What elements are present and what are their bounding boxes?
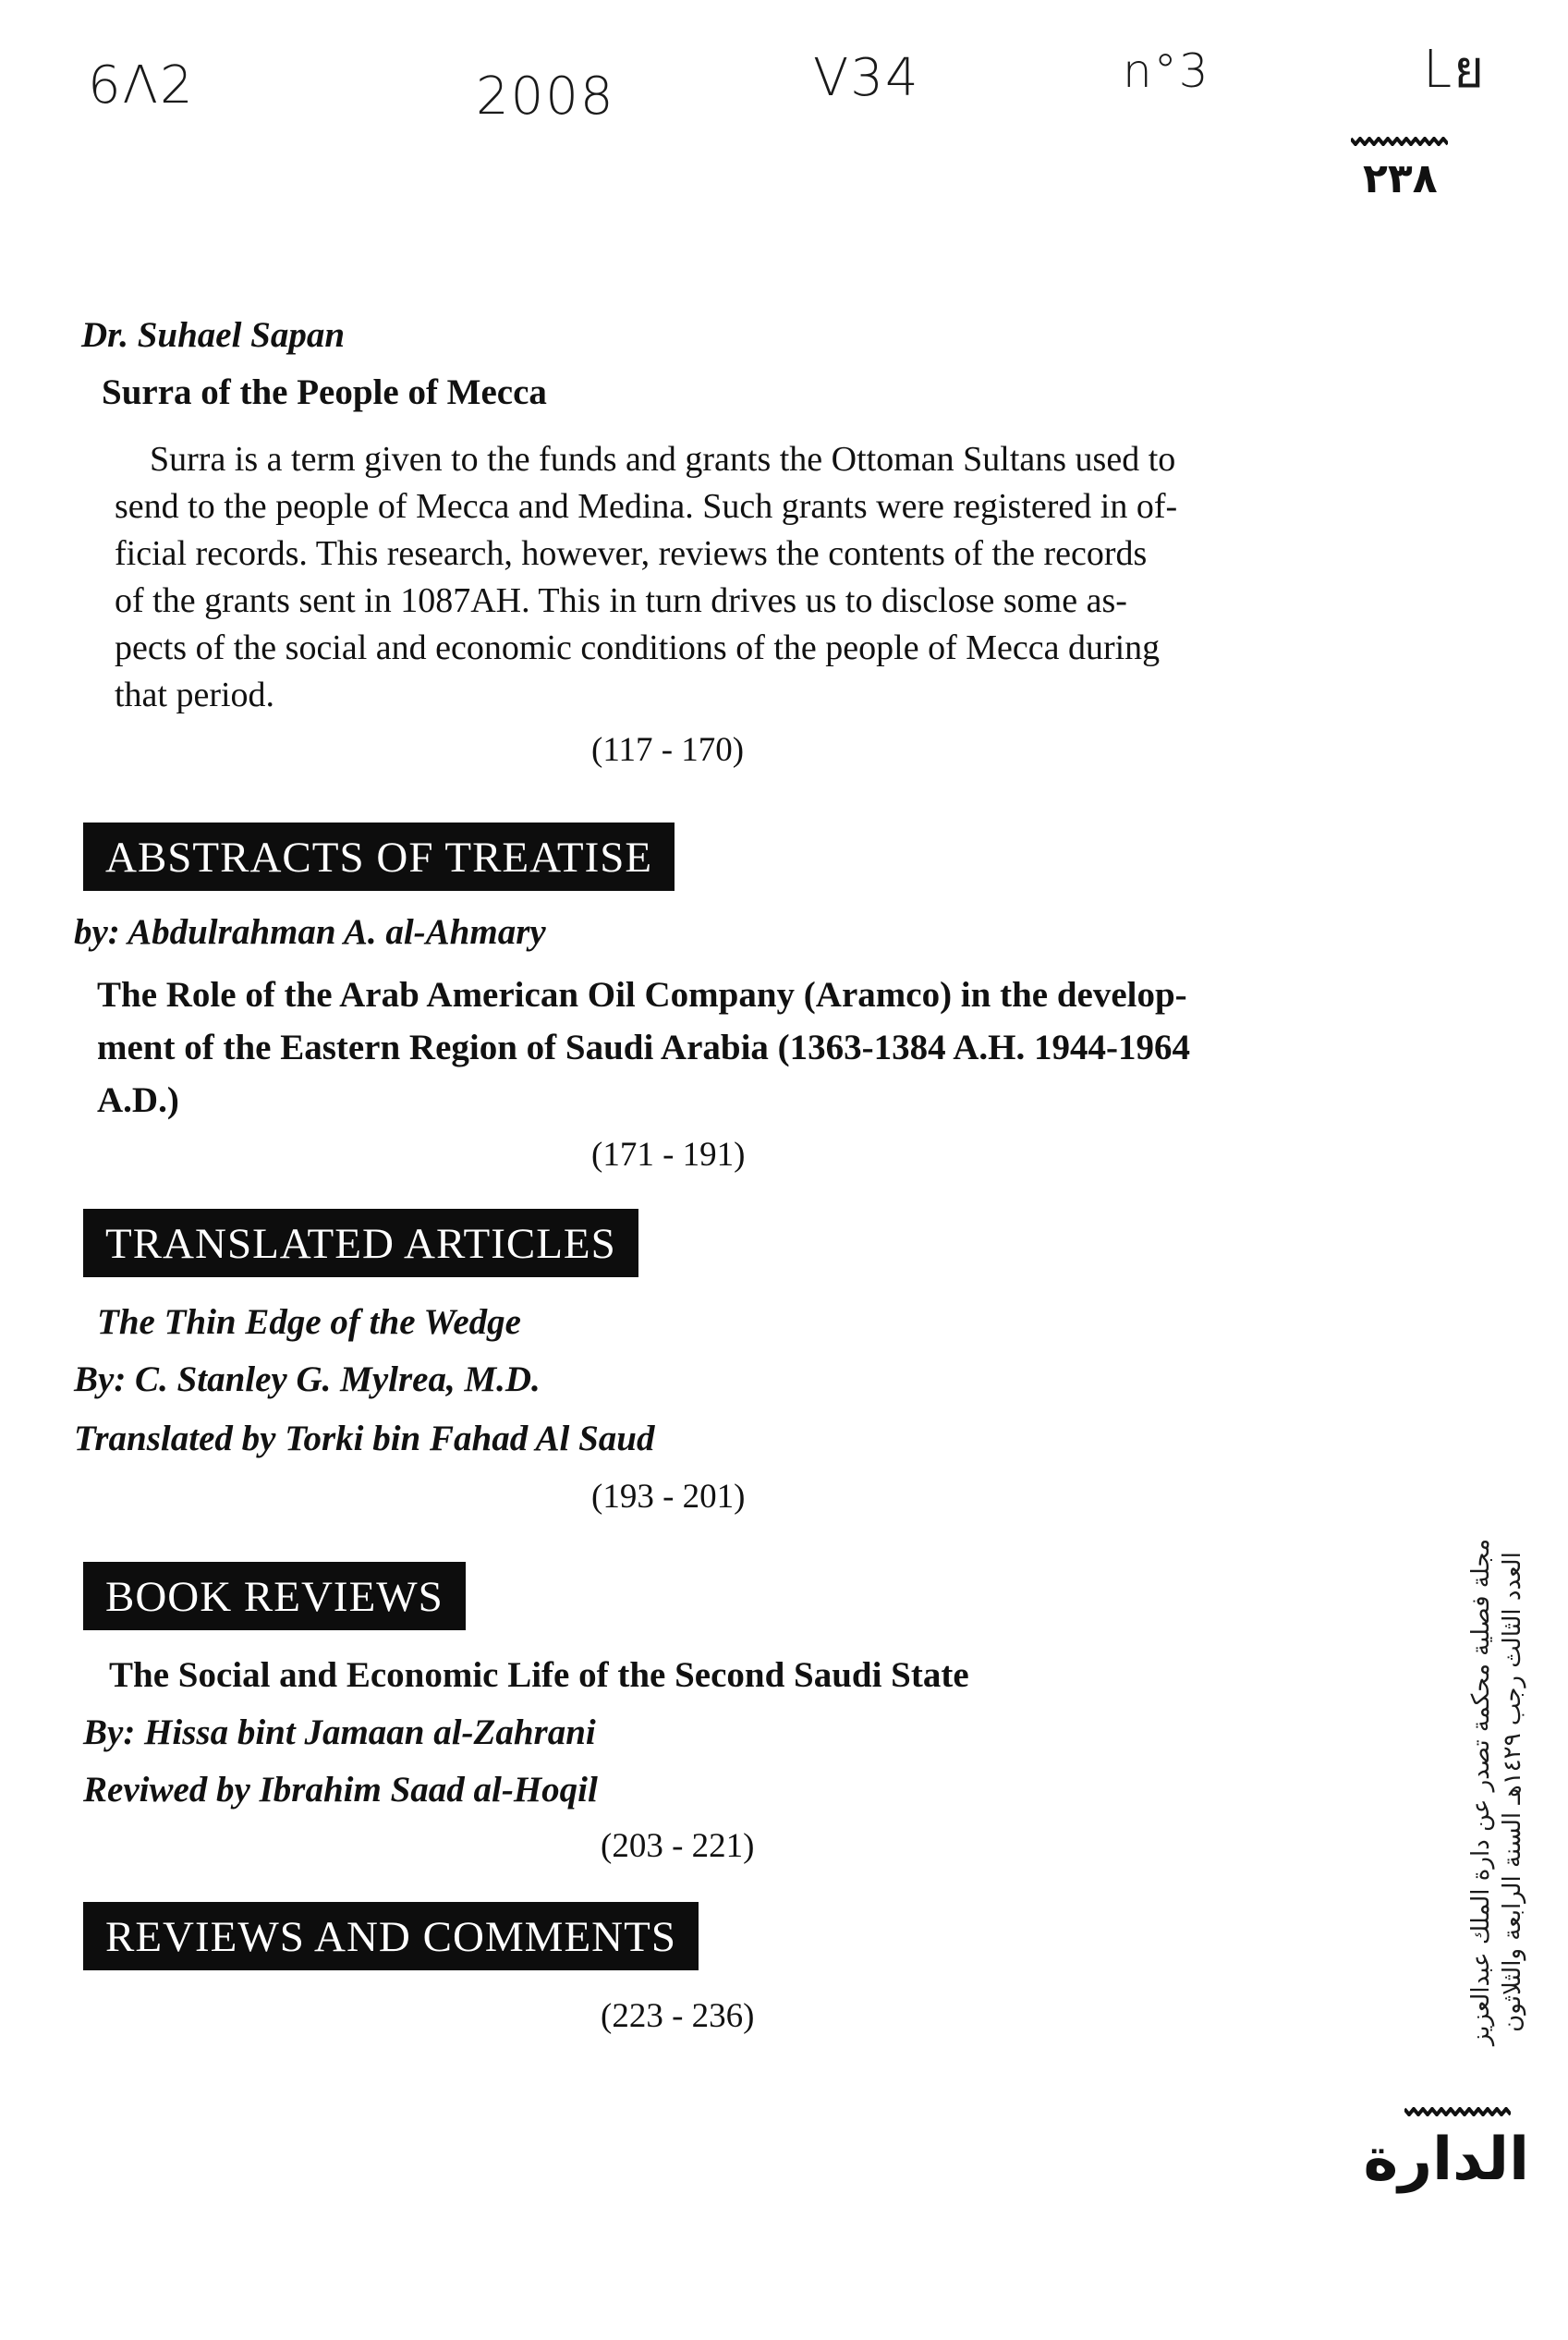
article-page-range: (117 - 170)	[591, 731, 745, 769]
abstract-line: that period.	[115, 676, 275, 714]
handwritten-annotation-language: Lย	[1423, 40, 1487, 100]
article-abstract	[115, 436, 1288, 719]
section-banner-book-reviews: BOOK REVIEWS	[83, 1562, 466, 1630]
handwritten-annotation-issue: n°3	[1123, 44, 1210, 98]
abstract-line: send to the people of Mecca and Medina. Such grants were registered in of-	[115, 487, 1178, 526]
handwritten-annotation-year: 2008	[476, 67, 615, 127]
section-banner-reviews-and-comments: REVIEWS AND COMMENTS	[83, 1902, 699, 1970]
abstract-line: pects of the social and economic conditions of the people of Mecca during	[115, 628, 1161, 667]
treatise-title	[97, 969, 1289, 1127]
section-banner-translated-articles: TRANSLATED ARTICLES	[83, 1209, 638, 1277]
reviews-comments-page-range: (223 - 236)	[601, 1997, 755, 2035]
treatise-page-range: (171 - 191)	[591, 1136, 746, 1174]
handwritten-annotation-call-number: 6Λ2	[88, 55, 195, 116]
translated-article-translator: Translated by Torki bin Fahad Al Saud	[74, 1419, 655, 1458]
treatise-author: by: Abdulrahman A. al-Ahmary	[74, 912, 546, 952]
translated-article-author: By: C. Stanley G. Mylrea, M.D.	[74, 1359, 541, 1399]
abstract-line: of the grants sent in 1087AH. This in turn drives us to disclose some as-	[115, 581, 1127, 620]
book-review-reviewer: Reviwed by Ibrahim Saad al-Hoqil	[83, 1770, 598, 1810]
translated-page-range: (193 - 201)	[591, 1478, 746, 1516]
book-review-author: By: Hissa bint Jamaan al-Zahrani	[83, 1712, 596, 1752]
journal-spine-text	[1465, 1450, 1528, 2134]
page-number: ٢٣٨	[1363, 155, 1438, 202]
handwritten-annotation-volume: V34	[813, 48, 920, 108]
section-banner-abstracts-of-treatise: ABSTRACTS OF TREATISE	[83, 823, 675, 891]
treatise-title-line: The Role of the Arab American Oil Company (Aramco) in the develop-	[97, 975, 1187, 1015]
spine-line-1: مجلة فصلية محكمة تصدر عن دارة الملك عبدالعزيز	[1467, 1538, 1495, 2046]
journal-logo: الدارة	[1363, 2126, 1529, 2194]
book-review-title: The Social and Economic Life of the Second Saudi State	[109, 1655, 969, 1695]
spine-line-2: العدد الثالث رجب ١٤٢٩هـ السنة الرابعة والثلاثون	[1499, 1552, 1526, 2032]
treatise-title-line: ment of the Eastern Region of Saudi Arabia (1363-1384 A.H. 1944-1964	[97, 1028, 1190, 1067]
page-number-ornament	[1351, 137, 1448, 146]
abstract-line: Surra is a term given to the funds and grants the Ottoman Sultans used to	[150, 440, 1176, 479]
logo-ornament	[1404, 2107, 1511, 2116]
abstract-line: ficial records. This research, however, reviews the contents of the records	[115, 534, 1148, 573]
article-author: Dr. Suhael Sapan	[81, 315, 346, 355]
treatise-title-line: A.D.)	[97, 1080, 179, 1120]
article-title: Surra of the People of Mecca	[102, 372, 547, 412]
book-review-page-range: (203 - 221)	[601, 1827, 755, 1865]
translated-article-title: The Thin Edge of the Wedge	[97, 1302, 521, 1342]
